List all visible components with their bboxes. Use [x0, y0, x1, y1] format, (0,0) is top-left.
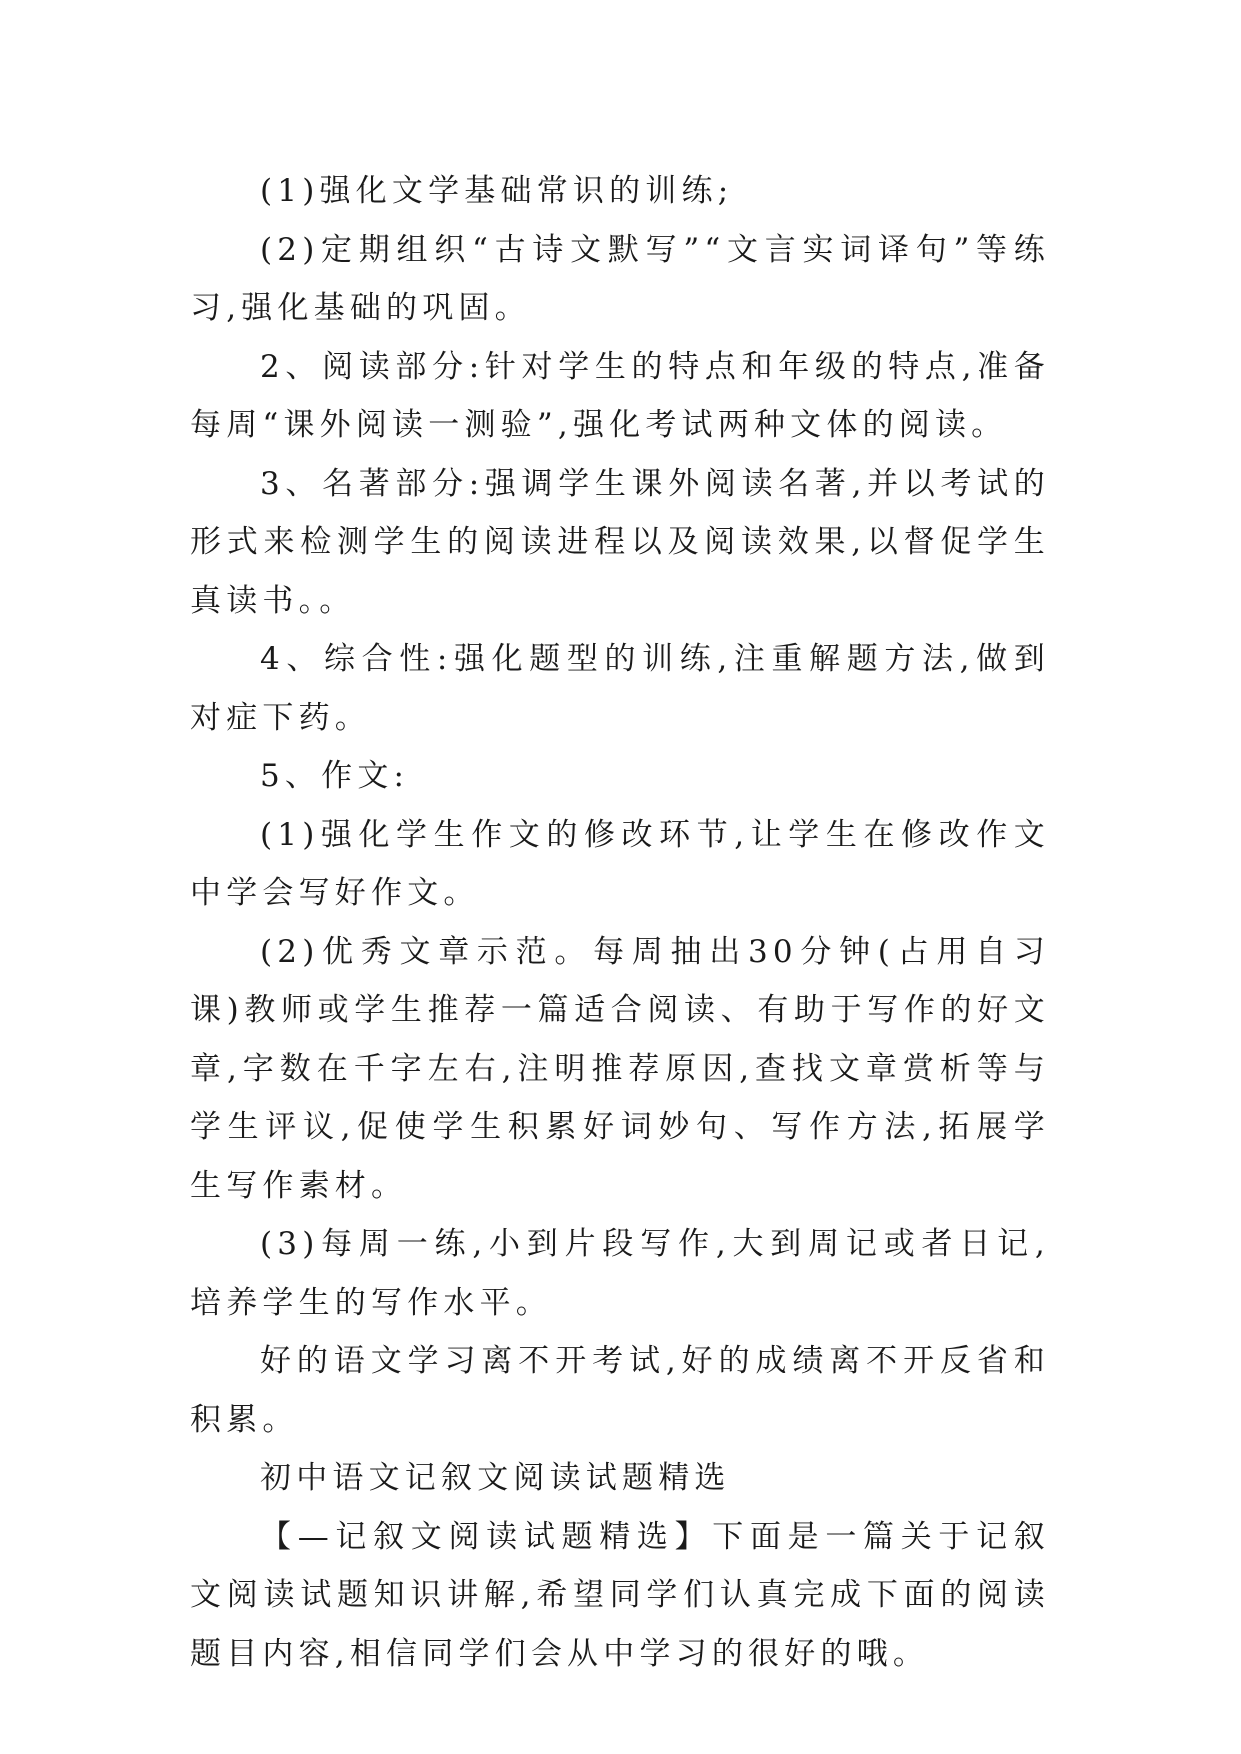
paragraph-conclusion: 好的语文学习离不开考试,好的成绩离不开反省和积累。 — [190, 1343, 1050, 1438]
paragraph-composition-heading: 5、作文: — [260, 758, 410, 794]
paragraph-comprehensive: 4、综合性:强化题型的训练,注重解题方法,做到对症下药。 — [190, 641, 1050, 736]
paragraph-classics-section: 3、名著部分:强调学生课外阅读名著,并以考试的形式来检测学生的阅读进程以及阅读效果,以督促学生真读书。。 — [190, 465, 1050, 619]
paragraph-introduction: 【—记叙文阅读试题精选】下面是一篇关于记叙文阅读试题知识讲解,希望同学们认真完成下面的阅读题目内容,相信同学们会从中学习的很好的哦。 — [190, 1518, 1050, 1672]
document-body — [190, 162, 1050, 1683]
section-title: 初中语文记叙文阅读试题精选 — [260, 1460, 731, 1496]
paragraph-weekly-practice: (3)每周一练,小到片段写作,大到周记或者日记,培养学生的写作水平。 — [190, 1226, 1050, 1321]
paragraph-composition-revision: (1)强化学生作文的修改环节,让学生在修改作文中学会写好作文。 — [190, 816, 1050, 911]
paragraph-reading-section: 2、阅读部分:针对学生的特点和年级的特点,准备每周“课外阅读一测验”,强化考试两种文体的阅读。 — [190, 348, 1050, 443]
paragraph-recitation-practice: (2)定期组织“古诗文默写”“文言实词译句”等练习,强化基础的巩固。 — [190, 231, 1050, 326]
paragraph-model-articles: (2)优秀文章示范。每周抽出30分钟(占用自习课)教师或学生推荐一篇适合阅读、有助于写作的好文章,字数在千字左右,注明推荐原因,查找文章赏析等与学生评议,促使学生积累好词妙句、写作方法,拓展学生写作素材。 — [190, 933, 1050, 1204]
paragraph-basics-training: (1)强化文学基础常识的训练; — [260, 173, 734, 209]
